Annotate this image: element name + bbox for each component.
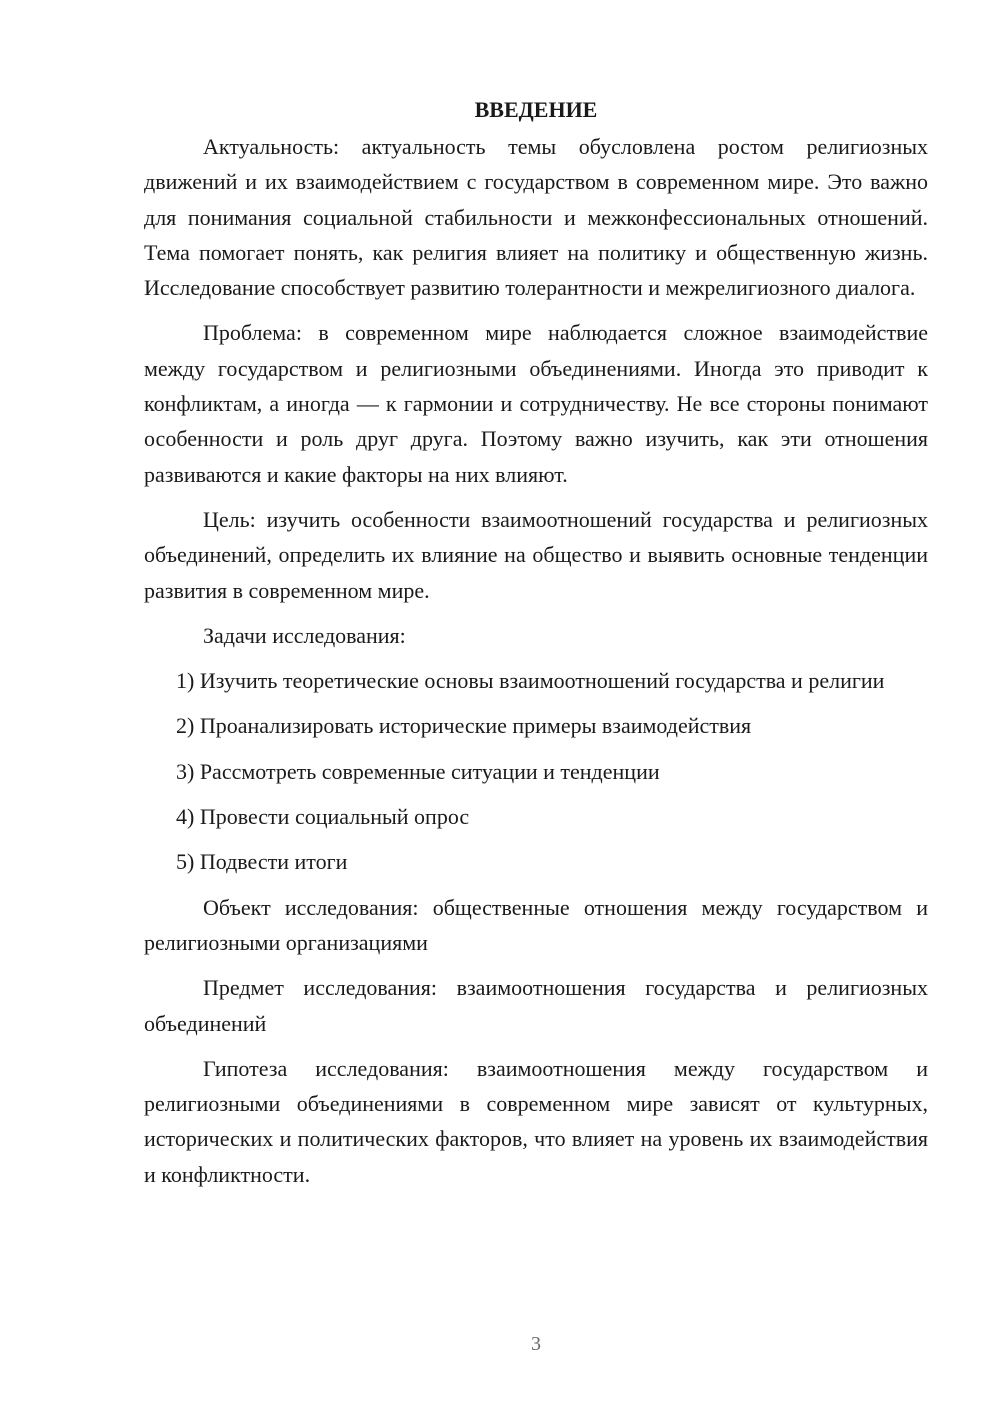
tasks-heading: Задачи исследования: xyxy=(203,622,406,648)
page-number: 3 xyxy=(531,1333,541,1355)
object-paragraph: Объект исследования: общественные отношения между государством и религиозными организациями xyxy=(144,894,928,955)
section-title: ВВЕДЕНИЕ xyxy=(474,97,598,122)
document-page xyxy=(144,92,928,1202)
task-item-4: 4) Провести социальный опрос xyxy=(176,804,470,830)
task-item-1: 1) Изучить теоретические основы взаимоотношений государства и религии xyxy=(176,668,885,694)
task-item-3: 3) Рассмотреть современные ситуации и тенденции xyxy=(176,758,660,784)
task-item-5: 5) Подвести итоги xyxy=(176,849,348,875)
relevance-paragraph: Актуальность: актуальность темы обусловлена ростом религиозных движений и их взаимодействием с государством в современном мире. Это важно для понимания социальной стабильности и межконфессиональных отношений. Тема помогает понять, как религия влияет на политику и общественную жизнь. Исследование способствует развитию толерантности и межрелигиозного диалога. xyxy=(144,134,928,301)
subject-paragraph: Предмет исследования: взаимоотношения государства и религиозных объединений xyxy=(144,975,928,1036)
goal-paragraph: Цель: изучить особенности взаимоотношений государства и религиозных объединений, определить их влияние на общество и выявить основные тенденции развития в современном мире. xyxy=(144,506,928,603)
hypothesis-paragraph: Гипотеза исследования: взаимоотношения между государством и религиозными объединениями в современном мире зависят от культурных, исторических и политических факторов, что влияет на уровень их взаимодействия и конфликтности. xyxy=(144,1055,928,1187)
task-item-2: 2) Проанализировать исторические примеры взаимодействия xyxy=(176,713,752,739)
tasks-list xyxy=(144,663,928,879)
problem-paragraph: Проблема: в современном мире наблюдается сложное взаимодействие между государством и религиозными объединениями. Иногда это приводит к конфликтам, а иногда — к гармонии и сотрудничеству. Не все стороны понимают особенности и роль друг друга. Поэтому важно изучить, как эти отношения развиваются и какие факторы на них влияют. xyxy=(144,320,928,487)
